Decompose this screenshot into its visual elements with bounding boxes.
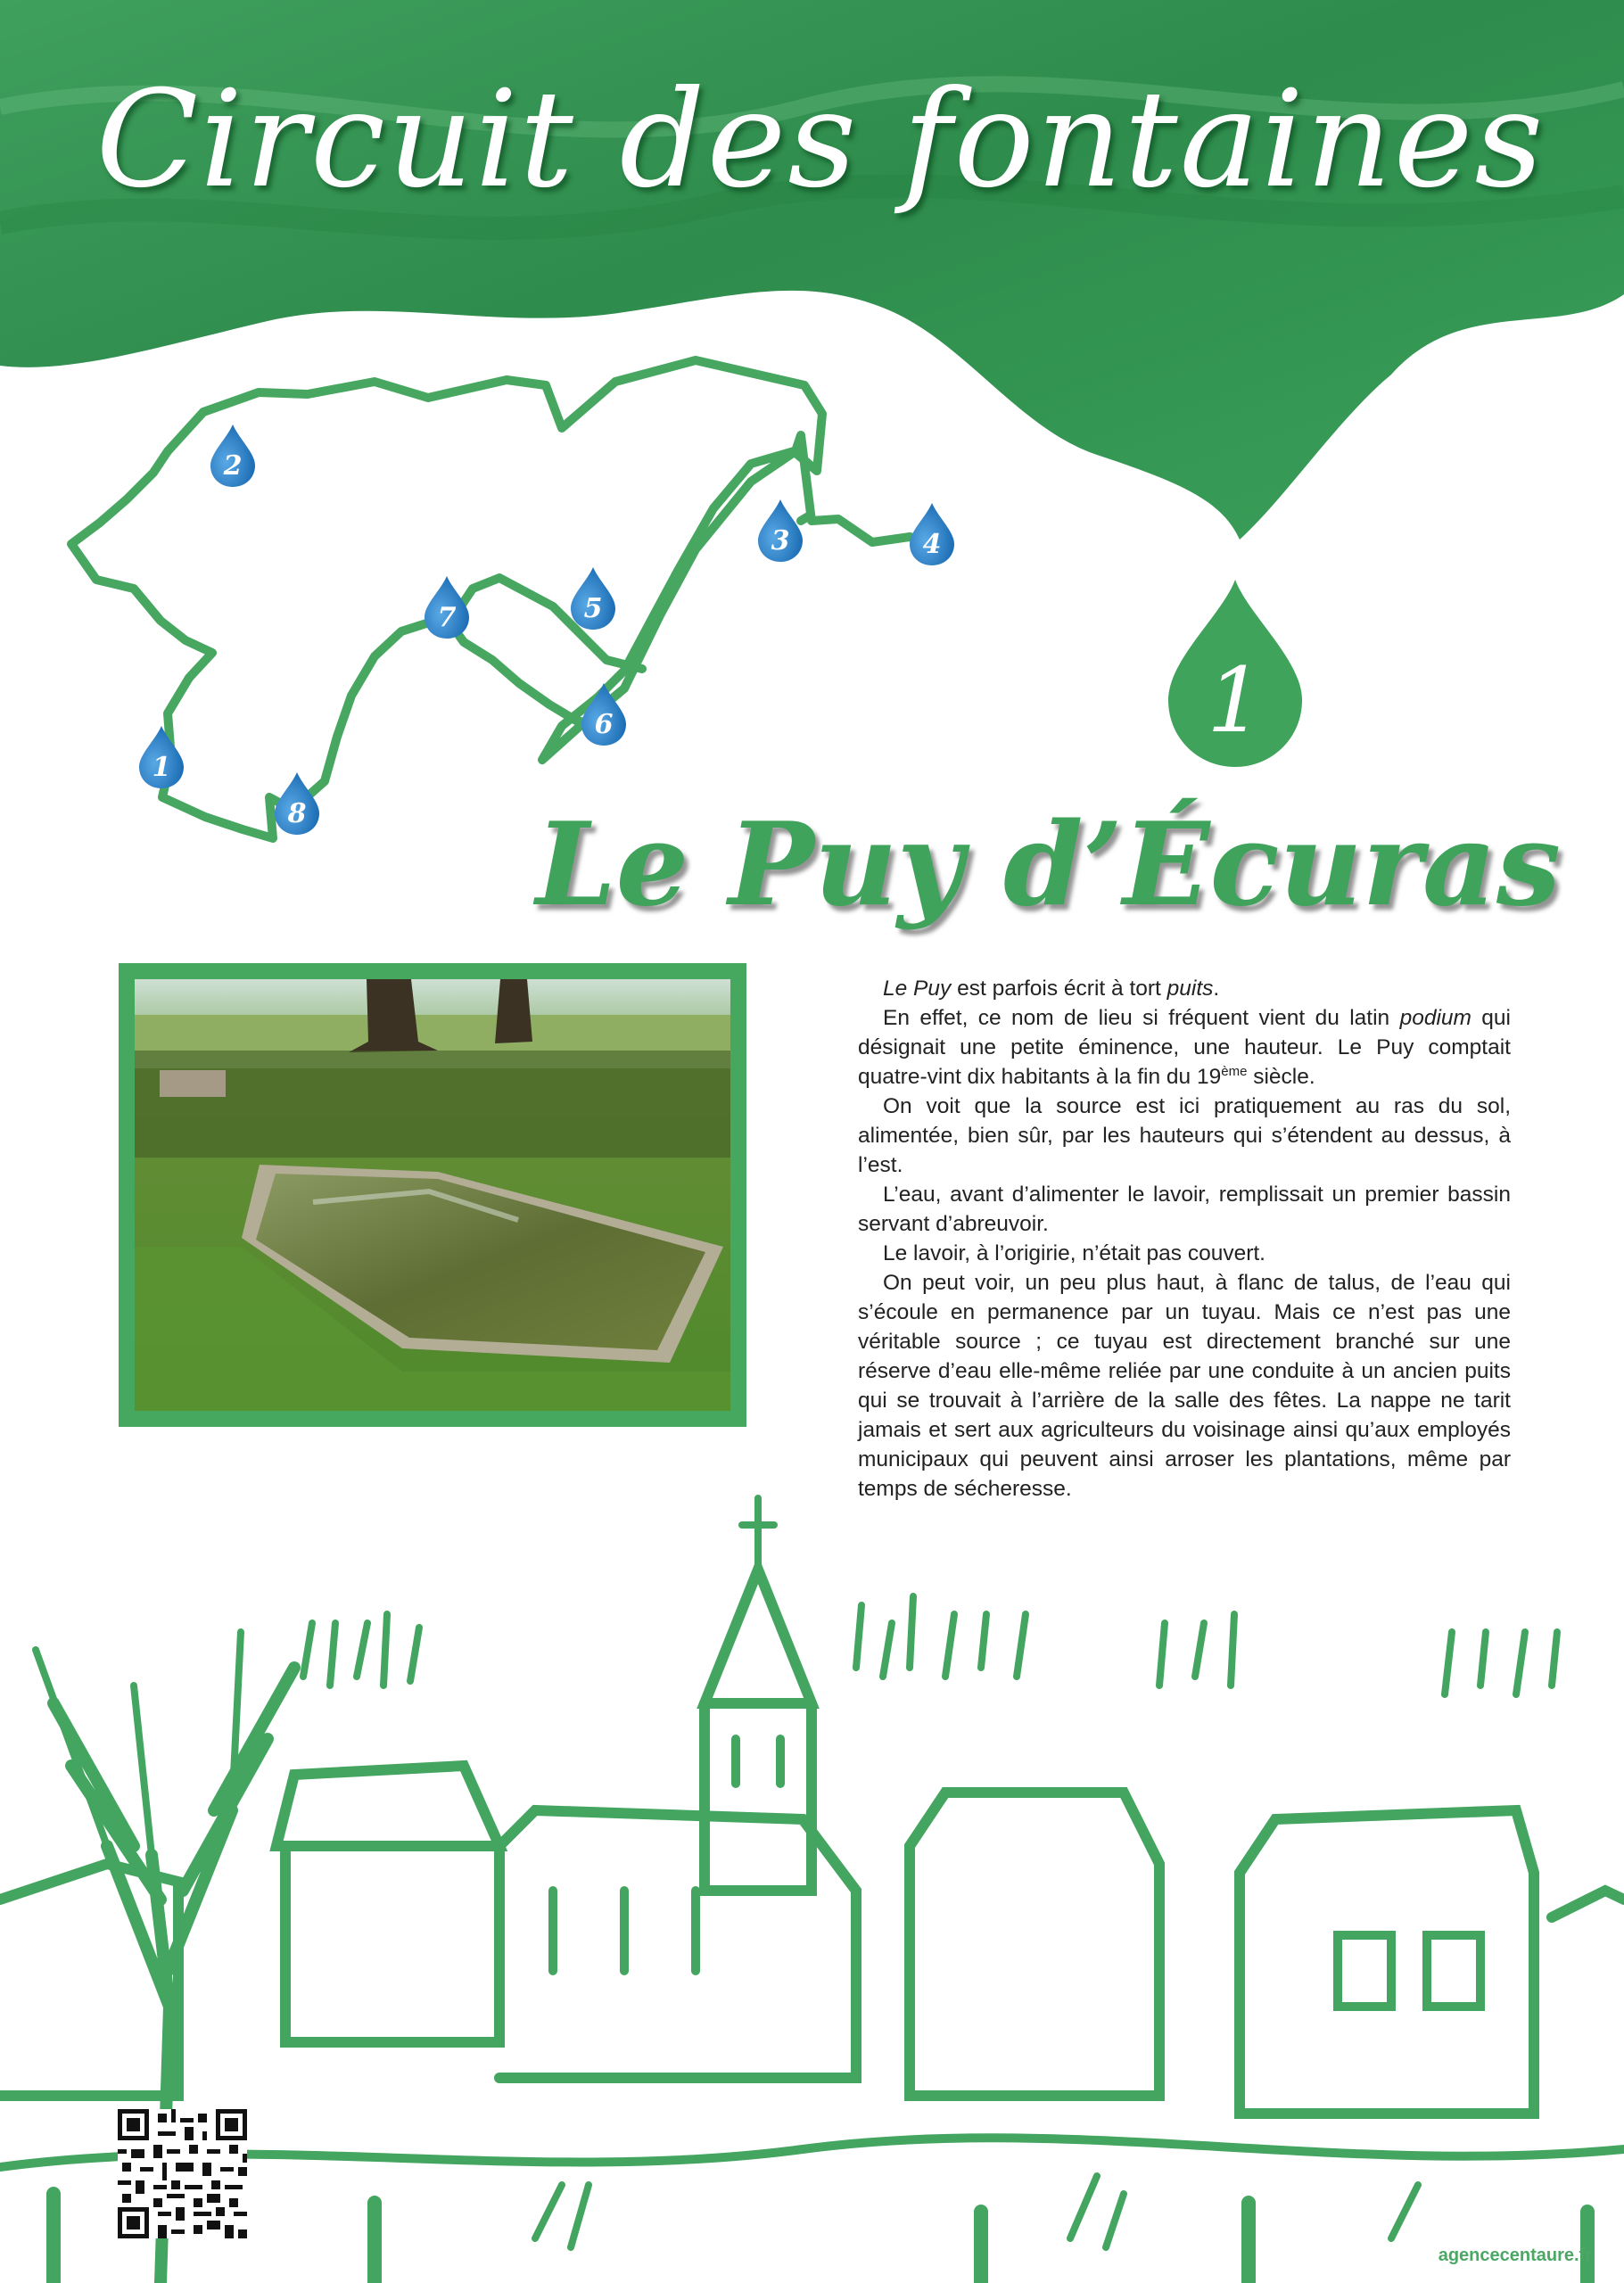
svg-text:1: 1 bbox=[152, 752, 171, 783]
map-marker-5[interactable] bbox=[571, 567, 615, 630]
paragraph-2: En effet, ce nom de lieu si fréquent vient du latin podium qui désignait une petite éminence, une hauteur. Le Puy comptait quatre-vint dix habitants à la fin du 19ème siècle. bbox=[858, 1006, 1511, 1089]
paragraph-6: On peut voir, un peu plus haut, à flanc de talus, de l’eau qui s’écoule en permanence par un tuyau. Mais ce n’est pas une véritable source ; ce tuyau est directement branché sur une réserve d’eau elle-même reliée par une conduite à un ancien puits qui se trouvait à l’arrière de la salle des fêtes. La nappe ne tarit jamais et sert aux agriculteurs du voisinage ainsi qu’aux employés municipaux qui peuvent ainsi arroser les plantations, même par temps de sécheresse. bbox=[858, 1271, 1511, 1501]
paragraph-1: Le Puy est parfois écrit à tort puits. bbox=[883, 977, 1220, 1001]
svg-text:4: 4 bbox=[922, 529, 942, 560]
qr-code-icon[interactable] bbox=[118, 2109, 247, 2238]
station-number: 1 bbox=[1207, 648, 1264, 753]
map-marker-3[interactable] bbox=[758, 499, 803, 562]
map-marker-7[interactable] bbox=[425, 576, 469, 639]
map-marker-1[interactable] bbox=[139, 726, 184, 788]
svg-text:7: 7 bbox=[437, 602, 457, 633]
svg-text:6: 6 bbox=[594, 709, 614, 740]
map-marker-8[interactable] bbox=[275, 772, 319, 835]
paragraph-4: L’eau, avant d’alimenter le lavoir, remplissait un premier bassin servant d’abreuvoir. bbox=[858, 1183, 1511, 1236]
svg-text:8: 8 bbox=[287, 798, 307, 829]
svg-text:3: 3 bbox=[771, 525, 790, 556]
station-name: Le Puy d’Écuras bbox=[535, 798, 1561, 932]
photo-frame bbox=[119, 963, 746, 1427]
route-map bbox=[54, 339, 990, 874]
map-marker-2[interactable] bbox=[210, 424, 255, 487]
station-number-drop-icon bbox=[1168, 580, 1302, 767]
paragraph-5: Le lavoir, à l’origirie, n’était pas couvert. bbox=[883, 1241, 1265, 1265]
agency-link[interactable]: agencecentaure.fr bbox=[1438, 2246, 1592, 2265]
description-text bbox=[858, 974, 1511, 1504]
lavoir-photo bbox=[135, 979, 730, 1411]
paragraph-3: On voit que la source est ici pratiquement au ras du sol, alimentée, bien sûr, par les hauteurs qui s’étendent au dessus, à l’est. bbox=[858, 1094, 1511, 1177]
map-marker-4[interactable] bbox=[910, 503, 954, 565]
svg-text:5: 5 bbox=[583, 593, 603, 624]
page-title: Circuit des fontaines bbox=[95, 62, 1546, 218]
svg-text:2: 2 bbox=[223, 450, 243, 482]
